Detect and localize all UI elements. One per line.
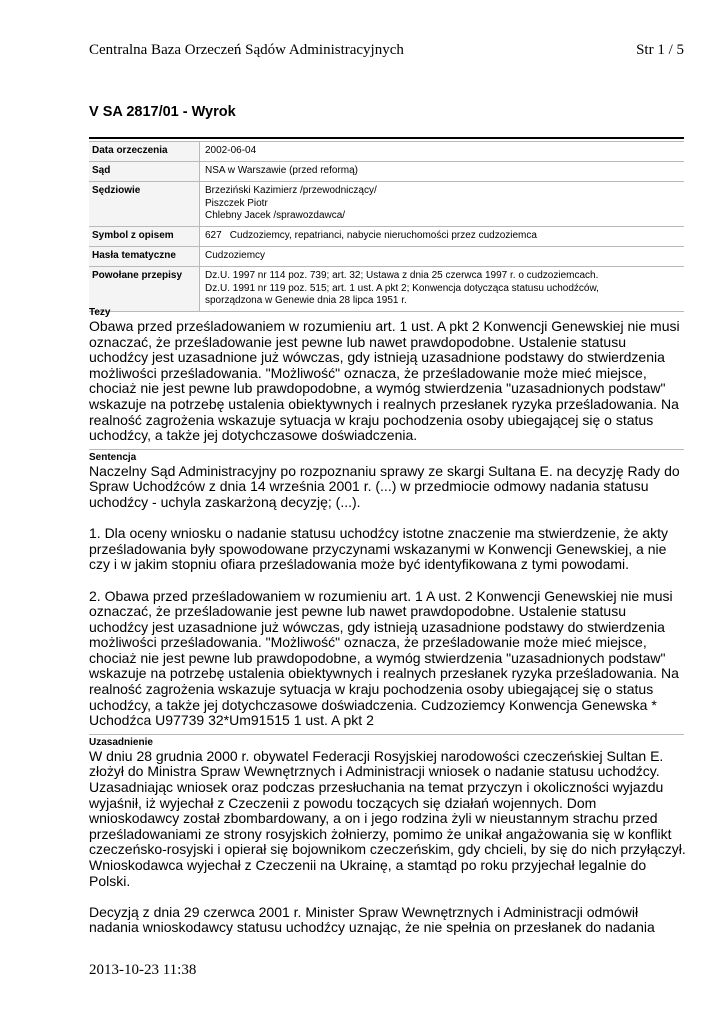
section-label-sentencja: Sentencja: [89, 451, 137, 463]
section-tezy: [89, 319, 689, 444]
section-uzasadnienie: [89, 749, 689, 936]
meta-label: Data orzeczenia: [89, 142, 200, 162]
meta-row-date: [89, 142, 684, 162]
meta-value-date: 2002-06-04: [200, 142, 685, 162]
sentencja-paragraph: 2. Obawa przed prześladowaniem w rozumieniu art. 1 A ust. 2 Konwencji Genewskiej nie musi oznaczać, że prześladowanie jest pewne lub nawet prawdopodobne. Ustalenie statusu uchodźcy jest uzasadnione już wówczas, gdy istnieją uzasadnione podstawy do stwierdzenia możliwości prześladowania. "Możliwość" oznacza, że prześladowanie może mieć miejsce, chociaż nie jest pewne lub prawdopodobne, a wymóg stwierdzenia "uzasadnionych podstaw" wskazuje na potrzebę ustalenia obiektywnych i realnych przesłanek ryzyka prześladowania. Na realność zagrożenia wskazuje sytuacja w kraju pochodzenia osoby ubiegającej się o status uchodźcy, a także jej dotychczasowe doświadczenia. Cudzoziemcy Konwencja Genewska * Uchodźca U97739 32*Um91515 1 ust. A pkt 2: [89, 587, 679, 729]
metadata-table: [89, 141, 684, 312]
tezy-text: Obawa przed prześladowaniem w rozumieniu art. 1 ust. A pkt 2 Konwencji Genewskiej nie musi oznaczać, że prześladowanie jest pewne lub nawet prawdopodobne. Ustalenie statusu uchodźcy jest uzasadnione już wówczas, gdy istnieją uzasadnione podstawy do stwierdzenia możliwości prześladowania. "Możliwość" oznacza, że prześladowanie może mieć miejsce, chociaż nie jest pewne lub prawdopodobne, a wymóg stwierdzenia "uzasadnionych podstaw" wskazuje na potrzebę ustalenia obiektywnych i realnych przesłanek ryzyka prześladowania. Na realność zagrożenia wskazuje sytuacja w kraju pochodzenia osoby ubiegającej się o status uchodźcy, a także jej dotychczasowe doświadczenia.: [89, 318, 680, 444]
meta-row-keywords: [89, 247, 684, 267]
page-number: Str 1 / 5: [636, 42, 684, 58]
database-title: Centralna Baza Orzeczeń Sądów Administracyjnych: [89, 42, 404, 58]
sentencja-paragraph: Naczelny Sąd Administracyjny po rozpoznaniu sprawy ze skargi Sultana E. na decyzję Rady do Spraw Uchodźców z dnia 14 września 2001 r. (...) w przedmiocie odmowy nadania statusu uchodźcy - uchyla zaskarżoną decyzję; (...).: [89, 462, 680, 510]
meta-row-judges: [89, 182, 684, 227]
section-sentencja: [89, 464, 689, 729]
page-header: [89, 42, 684, 64]
title-divider: [89, 137, 684, 139]
section-divider: [89, 734, 684, 735]
uzasadnienie-paragraph: Decyzją z dnia 29 czerwca 2001 r. Minister Spraw Wewnętrznych i Administracji odmówił nadania wnioskodawcy statusu uchodźcy uznając, że nie spełnia on przesłanek do nadania: [89, 903, 655, 936]
meta-label: Symbol z opisem: [89, 227, 200, 247]
meta-label: Powołane przepisy: [89, 267, 200, 312]
uzasadnienie-paragraph: W dniu 28 grudnia 2000 r. obywatel Federacji Rosyjskiej narodowości czeczeńskiej Sultan E. złożył do Ministra Spraw Wewnętrznych i Administracji wniosek o nadanie statusu uchodźcy. Uzasadniając wniosek oraz podczas przesłuchania na temat przyczyn i okoliczności wyjazdu wyjaśnił, iż wyjechał z Czeczenii z powodu toczących się działań wojennych. Dom wnioskodawcy został zbombardowany, a on i jego rodzina żyli w nieustannym strachu przed prześladowaniami ze strony rosyjskich żołnierzy, pomimo że unikał angażowania się w konflikt czeczeńsko-rosyjski i opierał się bojownikom czeczeńskim, gdy chcieli, by się do nich przyłączył. Wnioskodawca wyjechał z Czeczenii na Ukrainę, a stamtąd po roku przyjechał legalnie do Polski.: [89, 747, 686, 889]
meta-row-court: [89, 162, 684, 182]
document-title: V SA 2817/01 - Wyrok: [89, 104, 236, 120]
section-label-tezy: Tezy: [89, 307, 111, 318]
regulation-line: sporządzona w Genewie dnia 28 lipca 1951 r.: [205, 294, 407, 306]
meta-value-keywords: Cudzoziemcy: [200, 247, 685, 267]
meta-label: Sąd: [89, 162, 200, 182]
document-body: [89, 305, 689, 941]
meta-row-symbol: [89, 227, 684, 247]
regulation-line: Dz.U. 1997 nr 114 poz. 739; art. 32; Ustawa z dnia 25 czerwca 1997 r. o cudzoziemcach.: [205, 270, 599, 282]
regulation-line: Dz.U. 1991 nr 119 poz. 515; art. 1 ust. A pkt 2; Konwencja dotycząca statusu uchodźców,: [205, 282, 599, 294]
symbol-description: Cudzoziemcy, repatrianci, nabycie nieruchomości przez cudzoziemca: [229, 230, 537, 242]
meta-value-court: NSA w Warszawie (przed reformą): [200, 162, 685, 182]
meta-label: Sędziowie: [89, 182, 200, 227]
judge-name: Piszczek Piotr: [205, 197, 268, 209]
symbol-code: 627: [205, 230, 222, 242]
sentencja-paragraph: 1. Dla oceny wniosku o nadanie statusu uchodźcy istotne znaczenie ma stwierdzenie, że akty prześladowania były spowodowane przyczynami wskazanymi w Konwencji Genewskiej, a nie czy i w jakim stopniu ofiara prześladowania może być identyfikowana z tymi powodami.: [89, 525, 668, 573]
section-divider: [89, 449, 684, 450]
meta-value-symbol: [200, 227, 685, 247]
meta-value-judges: [200, 182, 685, 227]
section-label-uzasadnienie: Uzasadnienie: [89, 736, 153, 748]
meta-label: Hasła tematyczne: [89, 247, 200, 267]
judge-name: Brzeziński Kazimierz /przewodniczący/: [205, 185, 377, 197]
judge-name: Chlebny Jacek /sprawozdawca/: [205, 209, 346, 221]
print-timestamp: 2013-10-23 11:38: [89, 962, 197, 978]
